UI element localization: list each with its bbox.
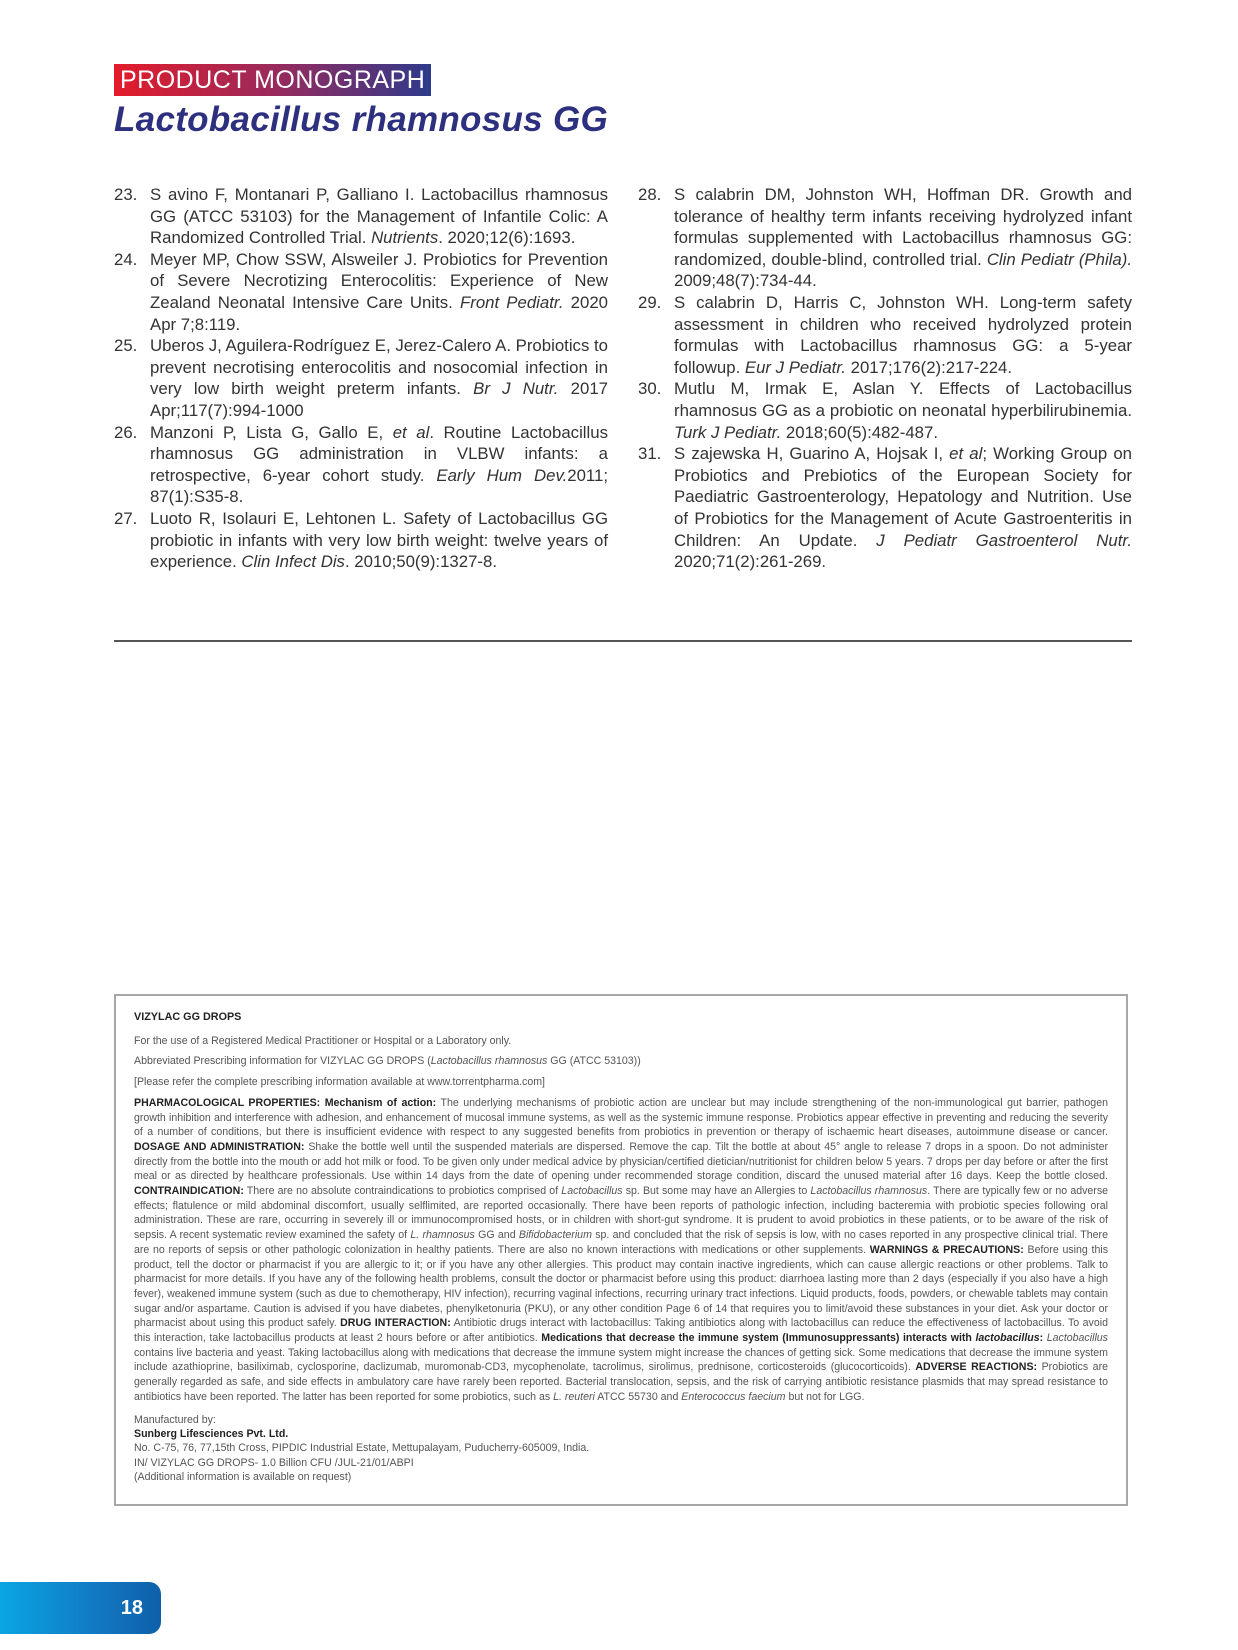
product-code: IN/ VIZYLAC GG DROPS- 1.0 Billion CFU /JUL-21/01/ABPI (134, 1456, 414, 1469)
reference-number: 26. (114, 422, 138, 442)
reference-text: Manzoni P, Lista G, Gallo E, et al. Routine Lactobacillus rhamnosus GG administration in VLBW infants: a retrospective, 6-year cohort study. Early Hum Dev.2011; 87(1):S35-8. (150, 422, 608, 507)
reference-number: 28. (638, 185, 662, 204)
reference-text: Mutlu M, Irmak E, Aslan Y. Effects of Lactobacillus rhamnosus GG as a probiotic on neonatal hyperbilirubinemia. Turk J Pediatr. 2018;60(5):482-487. (674, 379, 1132, 442)
reference-text: S avino F, Montanari P, Galliano I. Lactobacillus rhamnosus GG (ATCC 53103) for the Management of Infantile Colic: A Randomized Controlled Trial. Nutrients. 2020;12(6):1693. (150, 185, 608, 248)
reference-item (114, 335, 608, 421)
reference-item (114, 508, 608, 573)
section-tag: PRODUCT MONOGRAPH (114, 64, 431, 96)
references-left-column (114, 184, 608, 573)
prescribing-body: PHARMACOLOGICAL PROPERTIES: Mechanism of action: The underlying mechanisms of probiotic action are unclear but may include strengthening of the non-immunological gut barrier, pathogen growth inhibition and interference with adhesion, and enhancement of mucosal immune systems, as well as the systemic immune response. Probiotics appear effective in preventing and reducing the severity of a number of conditions, but there is insufficient evidence with respect to any suggested benefits from probiotics in prevention or therapy of ischaemic heart diseases, autoimmune disease or cancer. DOSAGE AND ADMINISTRATION: Shake the bottle well until the suspended materials are dispersed. Remove the cap. Tilt the bottle at about 45° angle to release 7 drops in a spoon. Do not administer directly from the bottle into the mouth or add hot milk or food. To be given only under medical advice by physician/certified dietician/nutritionist for children below 5 years. 7 drops per day before or after the first meal or as directed by healthcare professionals. Use within 14 days from the date of opening under recommended storage condition, discard the unused material after 16 days. Keep the bottle closed. CONTRAINDICATION: There are no absolute contraindications to probiotics comprised of Lactobacillus sp. But some may have an Allergies to Lactobacillus rhamnosus. There are typically few or no adverse effects; flatulence or mild abdominal discomfort, usually selflimited, are reported occasionally. There have been reports of pathologic infection, including bacteremia with probiotic species following oral administration. These are rare, occurring in severely ill or immunocompromised hosts, or in children with short-gut syndrome. It is prudent to avoid probiotics in these patients, or to be aware of the risk of sepsis. A recent systematic review examined the safety of L. rhamnosus GG and Bifidobacterium sp. and concluded that the risk of sepsis is low, with no cases reported in any prospective clinical trial. There are no reports of sepsis or other pathologic colonization in healthy patients. There are also no known interactions with medications or other supplements. WARNINGS & PRECAUTIONS: Before using this product, tell the doctor or pharmacist if you are allergic to it; or if you have any other allergies. This product may contain inactive ingredients, which can cause allergic reactions or other problems. Talk to pharmacist for more details. If you have any of the following health problems, consult the doctor or pharmacist before using this product: diarrhoea lasting more than 2 days (especially if you also have a high fever), weakened immune system (such as due to chemotherapy, HIV infection), recurring vaginal infections, recurring urinary tract infections. Liquid products, foods, powders, or chewable tablets may contain sugar and/or aspartame. Caution is advised if you have diabetes, phenylketonuria (PKU), or any other condition Page 6 of 14 that requires you to limit/avoid these substances in your diet. Ask your doctor or pharmacist about using this product safely. DRUG INTERACTION: Antibiotic drugs interact with lactobacillus: Taking antibiotics along with lactobacillus can reduce the effectiveness of lactobacillus. To avoid this interaction, take lactobacillus products at least 2 hours before or after antibiotics. Medications that decrease the immune system (Immunosuppressants) interacts with lactobacillus: Lactobacillus contains live bacteria and yeast. Taking lactobacillus along with medications that decrease the immune system might increase the chances of getting sick. Some medications that decrease the immune system include azathioprine, basiliximab, cyclosporine, daclizumab, muromonab-CD3, mycophenolate, tacrolimus, sirolimus, prednisone, corticosteroids (glucocorticoids). ADVERSE REACTIONS: Probiotics are generally regarded as safe, and side effects in ambulatory care have rarely been reported. Bacterial translocation, sepsis, and the risk of carrying antibiotic resistance plasmids that may spread resistance to antibiotics have been reported. The latter has been reported for some probiotics, such as L. reuteri ATCC 55730 and Enterococcus faecium but not for LGG. (134, 1096, 1109, 1403)
reference-item (114, 249, 608, 335)
reference-item (638, 443, 1132, 573)
reference-number: 29. (638, 292, 662, 312)
refer-note: [Please refer the complete prescribing information available at www.torrentpharma.com] (134, 1076, 545, 1089)
reference-item (638, 378, 1132, 443)
manufacturer-info (134, 1413, 1108, 1485)
additional-info-note: (Additional information is available on request) (134, 1471, 352, 1484)
reference-item (638, 184, 1132, 292)
reference-text: S calabrin DM, Johnston WH, Hoffman DR. Growth and tolerance of healthy term infants receiving hydrolyzed infant formulas supplemented with Lactobacillus rhamnosus GG: randomized, double-blind, controlled trial. Clin Pediatr (Phila). 2009;48(7):734-44. (674, 185, 1132, 291)
reference-number: 23. (114, 185, 138, 204)
product-name: VIZYLAC GG DROPS (134, 1011, 242, 1023)
reference-text: Meyer MP, Chow SSW, Alsweiler J. Probiotics for Prevention of Severe Necrotizing Enterocolitis: Experience of New Zealand Neonatal Intensive Care Units. Front Pediatr. 2020 Apr 7;8:119. (150, 249, 608, 334)
page-title: Lactobacillus rhamnosus GG (114, 100, 609, 139)
usage-note: For the use of a Registered Medical Practitioner or Hospital or a Laboratory only. (134, 1034, 512, 1047)
reference-item (114, 422, 608, 508)
page-number: 18 (120, 1597, 143, 1619)
abbreviated-info: Abbreviated Prescribing information for VIZYLAC GG DROPS (Lactobacillus rhamnosus GG (ATCC 53103)) (134, 1055, 641, 1068)
reference-text: Luoto R, Isolauri E, Lehtonen L. Safety of Lactobacillus GG probiotic in infants with very low birth weight: twelve years of experience. Clin Infect Dis. 2010;50(9):1327-8. (150, 508, 608, 572)
prescribing-info-box (114, 994, 1128, 1506)
reference-text: S calabrin D, Harris C, Johnston WH. Long-term safety assessment in children who received hydrolyzed protein formulas with Lactobacillus rhamnosus GG: a 5-year followup. Eur J Pediatr. 2017;176(2):217-224. (674, 292, 1132, 377)
company-address: No. C-75, 76, 77,15th Cross, PIPDIC Industrial Estate, Mettupalayam, Puducherry-605009, India. (134, 1442, 590, 1455)
reference-item (114, 184, 608, 249)
page-number-badge (0, 1582, 161, 1634)
reference-number: 31. (638, 444, 662, 464)
manufactured-by-label: Manufactured by: (134, 1413, 216, 1426)
reference-number: 30. (638, 379, 662, 399)
reference-number: 27. (114, 508, 138, 528)
reference-number: 24. (114, 249, 138, 269)
company-name: Sunberg Lifesciences Pvt. Ltd. (134, 1427, 289, 1440)
reference-text: Uberos J, Aguilera-Rodríguez E, Jerez-Calero A. Probiotics to prevent necrotising enterocolitis and nosocomial infection in very low birth weight preterm infants. Br J Nutr. 2017 Apr;117(7):994-1000 (150, 336, 608, 420)
reference-text: S zajewska H, Guarino A, Hojsak I, et al; Working Group on Probiotics and Prebiotics of the European Society for Paediatric Gastroenterology, Hepatology and Nutrition. Use of Probiotics for the Management of Acute Gastroenteritis in Children: An Update. J Pediatr Gastroenterol Nutr. 2020;71(2):261-269. (674, 444, 1132, 572)
reference-number: 25. (114, 336, 138, 356)
section-divider (114, 640, 1132, 642)
reference-item (638, 292, 1132, 378)
references-right-column (638, 184, 1132, 573)
